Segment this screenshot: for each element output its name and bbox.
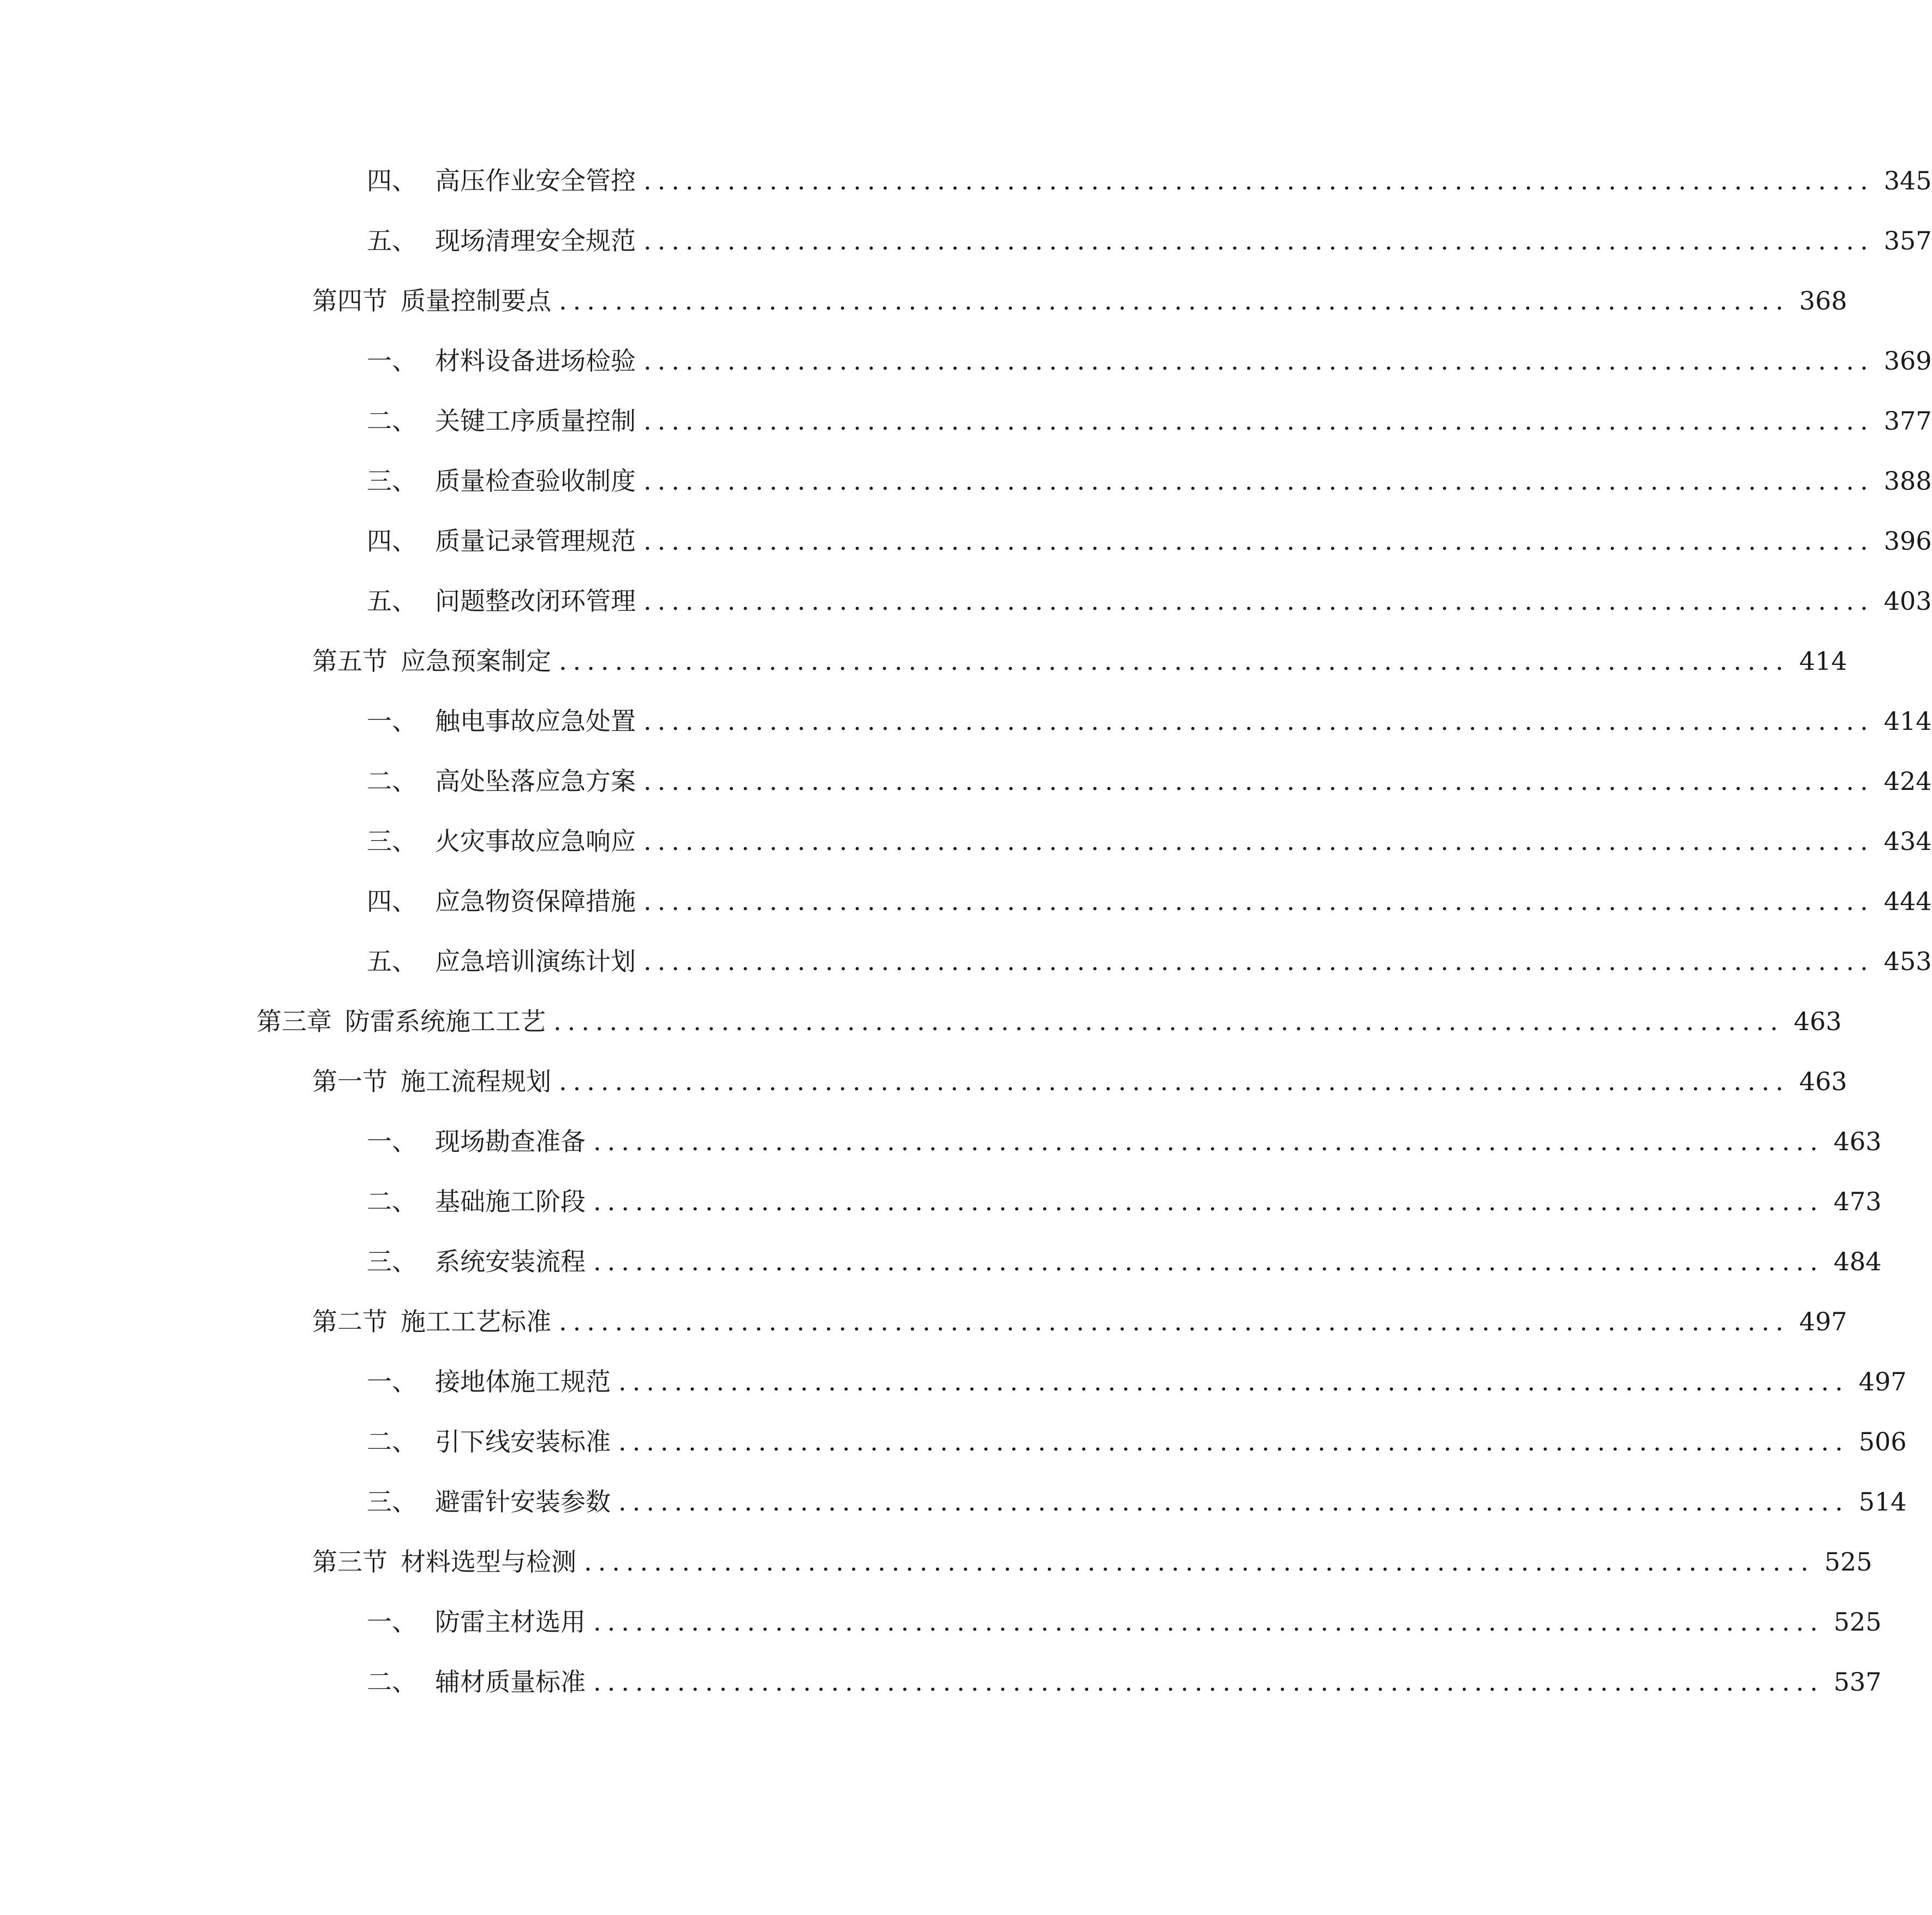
toc-entry-title: 问题整改闭环管理 xyxy=(435,586,636,616)
toc-dot-leader: ........................................................................................ xyxy=(618,1367,1849,1396)
toc-entry-number: 四、 xyxy=(367,166,417,195)
toc-dot-leader: ........................................................................................ xyxy=(593,1247,1824,1276)
toc-entry-title: 施工流程规划 xyxy=(401,1067,551,1096)
toc-page-number: 369 xyxy=(1883,346,1932,376)
toc-dot-leader: ........................................................................................ xyxy=(643,226,1874,255)
toc-dot-leader: ........................................................................................ xyxy=(643,466,1874,496)
toc-dot-leader: ........................................................................................ xyxy=(559,286,1790,316)
toc-entry[interactable] xyxy=(367,1177,1882,1226)
toc-entry[interactable] xyxy=(367,937,1932,986)
toc-entry[interactable] xyxy=(367,877,1932,926)
toc-dot-leader: ........................................................................................ xyxy=(593,1127,1824,1156)
toc-entry[interactable] xyxy=(367,757,1932,806)
toc-entry-title: 系统安装流程 xyxy=(435,1247,586,1276)
toc-entry[interactable] xyxy=(367,1237,1882,1286)
toc-entry-number: 四、 xyxy=(367,526,417,556)
toc-entry[interactable] xyxy=(367,156,1932,205)
toc-dot-leader: ........................................................................................ xyxy=(643,526,1874,556)
toc-entry-title: 基础施工阶段 xyxy=(435,1187,586,1216)
toc-dot-leader: ........................................................................................ xyxy=(559,646,1790,676)
toc-entry[interactable] xyxy=(312,276,1847,325)
toc-dot-leader: ........................................................................................ xyxy=(618,1487,1849,1516)
toc-page-number: 525 xyxy=(1833,1607,1882,1637)
toc-entry-title: 接地体施工规范 xyxy=(435,1367,611,1396)
toc-page-number: 514 xyxy=(1858,1487,1907,1516)
toc-entry[interactable] xyxy=(367,1477,1907,1526)
toc-entry-title: 材料设备进场检验 xyxy=(435,346,636,376)
toc-entry-title: 防雷系统施工工艺 xyxy=(345,1007,546,1036)
toc-dot-leader: ........................................................................................ xyxy=(643,766,1874,796)
toc-page-number: 463 xyxy=(1833,1127,1882,1156)
toc-entry-number: 二、 xyxy=(367,766,417,796)
toc-entry[interactable] xyxy=(367,516,1932,566)
toc-entry-number: 第一节 xyxy=(312,1067,387,1096)
toc-page-number: 537 xyxy=(1833,1667,1882,1697)
toc-entry-title: 质量控制要点 xyxy=(401,286,551,316)
toc-page-number: 377 xyxy=(1883,406,1932,436)
toc-page-number: 453 xyxy=(1883,947,1932,976)
toc-page-number: 434 xyxy=(1883,826,1932,856)
toc-entry-title: 引下线安装标准 xyxy=(435,1427,611,1456)
toc-entry[interactable] xyxy=(367,817,1932,866)
toc-entry-title: 辅材质量标准 xyxy=(435,1667,586,1697)
toc-dot-leader: ........................................................................................ xyxy=(593,1667,1824,1697)
toc-entry-number: 三、 xyxy=(367,1487,417,1516)
toc-entry[interactable] xyxy=(312,1297,1847,1346)
toc-entry[interactable] xyxy=(257,997,1842,1046)
toc-entry-title: 应急培训演练计划 xyxy=(435,947,636,976)
toc-page-number: 497 xyxy=(1858,1367,1907,1396)
toc-entry-number: 第三节 xyxy=(312,1547,387,1577)
toc-entry-number: 一、 xyxy=(367,1607,417,1637)
toc-entry-number: 一、 xyxy=(367,706,417,736)
toc-entry-number: 第三章 xyxy=(257,1007,332,1036)
toc-dot-leader: ........................................................................................ xyxy=(643,947,1874,976)
toc-entry[interactable] xyxy=(367,1417,1907,1466)
toc-dot-leader: ........................................................................................ xyxy=(643,887,1874,916)
toc-entry-number: 三、 xyxy=(367,1247,417,1276)
toc-dot-leader: ........................................................................................ xyxy=(584,1547,1815,1577)
toc-entry-number: 一、 xyxy=(367,346,417,376)
toc-page-number: 444 xyxy=(1883,887,1932,916)
toc-entry-number: 二、 xyxy=(367,1427,417,1456)
toc-entry-title: 应急物资保障措施 xyxy=(435,887,636,916)
toc-entry-title: 施工工艺标准 xyxy=(401,1307,551,1336)
toc-entry-number: 二、 xyxy=(367,1667,417,1697)
toc-entry[interactable] xyxy=(367,1597,1882,1646)
toc-entry-number: 二、 xyxy=(367,406,417,436)
toc-entry-title: 高处坠落应急方案 xyxy=(435,766,636,796)
toc-entry[interactable] xyxy=(367,1657,1882,1706)
toc-entry-number: 二、 xyxy=(367,1187,417,1216)
toc-dot-leader: ........................................................................................ xyxy=(559,1067,1790,1096)
toc-page-number: 357 xyxy=(1883,226,1932,255)
toc-entry-title: 高压作业安全管控 xyxy=(435,166,636,195)
toc-entry[interactable] xyxy=(367,1117,1882,1166)
toc-page-number: 414 xyxy=(1883,706,1932,736)
toc-dot-leader: ........................................................................................ xyxy=(643,346,1874,376)
toc-entry-title: 现场勘查准备 xyxy=(435,1127,586,1156)
toc-entry-number: 第四节 xyxy=(312,286,387,316)
toc-entry-title: 避雷针安装参数 xyxy=(435,1487,611,1516)
toc-entry[interactable] xyxy=(367,396,1932,445)
toc-page-number: 414 xyxy=(1799,646,1847,676)
toc-entry[interactable] xyxy=(367,697,1932,746)
toc-page-number: 484 xyxy=(1833,1247,1882,1276)
toc-entry[interactable] xyxy=(312,1537,1873,1586)
toc-entry[interactable] xyxy=(367,216,1932,265)
toc-entry-title: 现场清理安全规范 xyxy=(435,226,636,255)
toc-entry-number: 五、 xyxy=(367,586,417,616)
toc-entry-title: 关键工序质量控制 xyxy=(435,406,636,436)
toc-page-number: 403 xyxy=(1883,586,1932,616)
toc-page-number: 473 xyxy=(1833,1187,1882,1216)
toc-dot-leader: ........................................................................................ xyxy=(643,826,1874,856)
toc-entry[interactable] xyxy=(312,1057,1847,1106)
toc-entry[interactable] xyxy=(367,576,1932,626)
toc-page-number: 368 xyxy=(1799,286,1847,316)
toc-page-number: 525 xyxy=(1824,1547,1873,1577)
toc-entry[interactable] xyxy=(367,336,1932,385)
toc-entry-title: 质量记录管理规范 xyxy=(435,526,636,556)
toc-entry-number: 五、 xyxy=(367,947,417,976)
toc-page-number: 396 xyxy=(1883,526,1932,556)
toc-dot-leader: ........................................................................................ xyxy=(559,1307,1790,1336)
toc-entry-title: 材料选型与检测 xyxy=(401,1547,576,1577)
toc-page-number: 388 xyxy=(1883,466,1932,496)
toc-page-number: 463 xyxy=(1799,1067,1847,1096)
toc-entry-title: 火灾事故应急响应 xyxy=(435,826,636,856)
toc-entry-title: 应急预案制定 xyxy=(401,646,551,676)
toc-page-number: 345 xyxy=(1883,166,1932,195)
toc-dot-leader: ........................................................................................ xyxy=(618,1427,1849,1456)
toc-entry-number: 一、 xyxy=(367,1367,417,1396)
toc-entry[interactable] xyxy=(312,637,1847,686)
toc-dot-leader: ........................................................................................ xyxy=(593,1187,1824,1216)
toc-page-number: 424 xyxy=(1883,766,1932,796)
toc-entry-number: 一、 xyxy=(367,1127,417,1156)
toc-entry-number: 五、 xyxy=(367,226,417,255)
toc-entry-title: 防雷主材选用 xyxy=(435,1607,586,1637)
toc-entry-number: 三、 xyxy=(367,826,417,856)
toc-dot-leader: ........................................................................................ xyxy=(643,706,1874,736)
toc-entry-number: 第五节 xyxy=(312,646,387,676)
toc-dot-leader: ........................................................................................ xyxy=(643,166,1874,195)
toc-dot-leader: ........................................................................................ xyxy=(593,1607,1824,1637)
toc-page-number: 463 xyxy=(1793,1007,1842,1036)
toc-dot-leader: ........................................................................................ xyxy=(643,406,1874,436)
toc-page-number: 506 xyxy=(1858,1427,1907,1456)
toc-entry[interactable] xyxy=(367,1357,1907,1406)
toc-dot-leader: ........................................................................................ xyxy=(553,1007,1784,1036)
toc-entry[interactable] xyxy=(367,456,1932,505)
toc-entry-number: 第二节 xyxy=(312,1307,387,1336)
toc-dot-leader: ........................................................................................ xyxy=(643,586,1874,616)
toc-entry-number: 四、 xyxy=(367,887,417,916)
toc-entry-title: 质量检查验收制度 xyxy=(435,466,636,496)
toc-entry-number: 三、 xyxy=(367,466,417,496)
toc-page-number: 497 xyxy=(1799,1307,1847,1336)
toc-entry-title: 触电事故应急处置 xyxy=(435,706,636,736)
